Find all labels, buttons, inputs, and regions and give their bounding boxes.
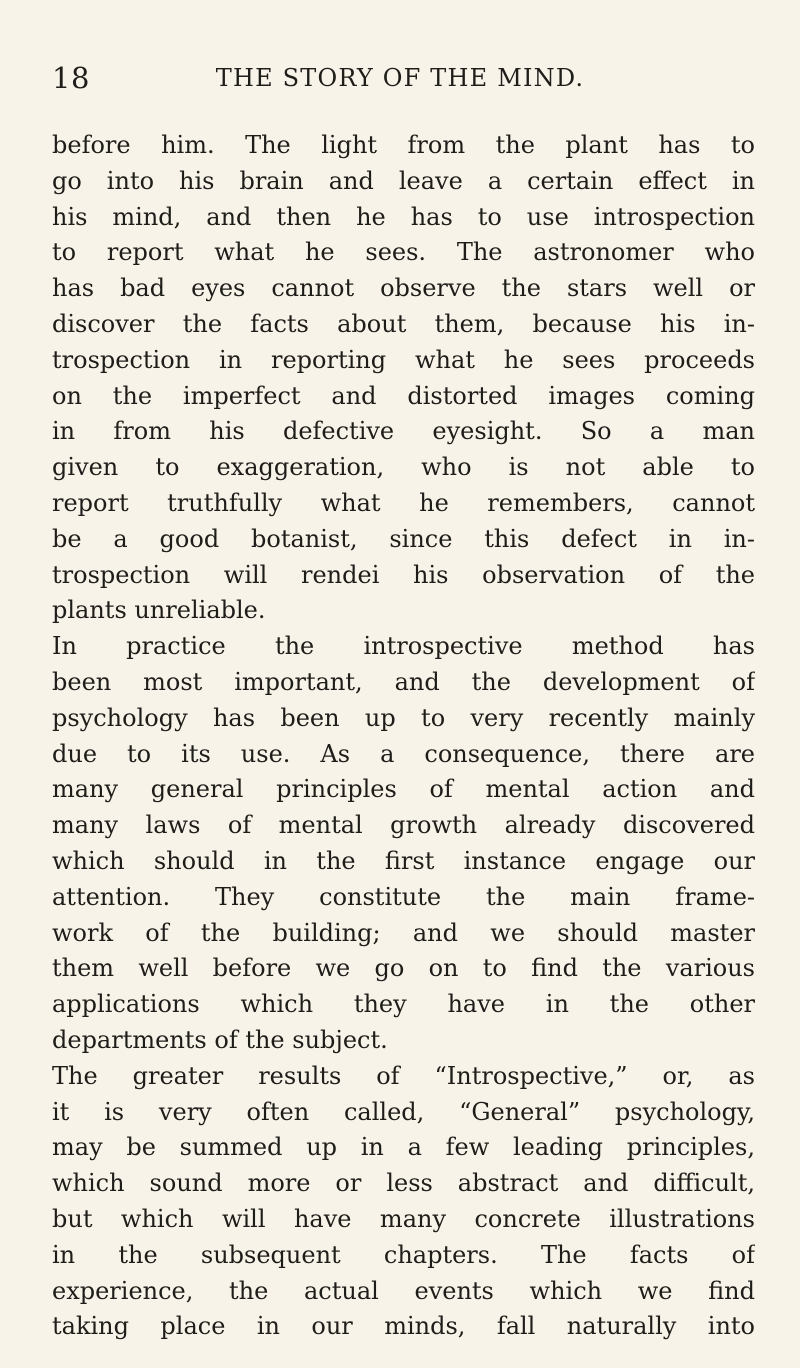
text-line: but which will have many concrete illustrations: [52, 1204, 755, 1233]
text-line: given to exaggeration, who is not able to: [52, 453, 755, 482]
text-line: it is very often called, “General” psychology,: [52, 1097, 755, 1126]
text-line: applications which they have in the other: [52, 990, 755, 1019]
running-head: [52, 58, 748, 98]
text-line: has bad eyes cannot observe the stars well or: [52, 274, 755, 303]
text-line: trospection in reporting what he sees proceeds: [52, 345, 755, 374]
text-line: experience, the actual events which we find: [52, 1276, 755, 1305]
paragraph-start-line: The greater results of “Introspective,” or, as: [52, 1061, 755, 1090]
text-line: his mind, and then he has to use introspection: [52, 202, 755, 231]
page-number: 18: [52, 61, 90, 95]
text-line: may be summed up in a few leading principles,: [52, 1133, 755, 1162]
text-line: them well before we go on to find the various: [52, 954, 755, 983]
text-line: go into his brain and leave a certain effect in: [52, 166, 755, 195]
text-line: which sound more or less abstract and difficult,: [52, 1169, 755, 1198]
paragraph-end-line: plants unreliable.: [52, 596, 266, 625]
text-line: before him. The light from the plant has to: [52, 131, 755, 159]
text-line: discover the facts about them, because his in-: [52, 309, 755, 338]
text-line: taking place in our minds, fall naturally into: [52, 1312, 755, 1341]
text-line: many laws of mental growth already discovered: [52, 811, 755, 840]
text-line: many general principles of mental action and: [52, 775, 755, 804]
text-line: on the imperfect and distorted images coming: [52, 381, 755, 410]
body-text: [52, 128, 755, 1345]
paragraph-end-line: departments of the subject.: [52, 1025, 388, 1054]
text-line: due to its use. As a consequence, there are: [52, 739, 755, 768]
text-line: in from his defective eyesight. So a man: [52, 417, 755, 446]
paragraph-start-line: In practice the introspective method has: [52, 632, 755, 661]
text-line: psychology has been up to very recently mainly: [52, 703, 755, 732]
text-line: in the subsequent chapters. The facts of: [52, 1240, 755, 1269]
text-line: be a good botanist, since this defect in in-: [52, 524, 755, 553]
text-line: which should in the first instance engage our: [52, 846, 755, 875]
running-title: THE STORY OF THE MIND.: [215, 64, 585, 92]
text-line: report truthfully what he remembers, cannot: [52, 488, 755, 517]
text-line: trospection will rendei his observation of the: [52, 560, 755, 589]
text-line: to report what he sees. The astronomer who: [52, 238, 755, 267]
text-line: attention. They constitute the main frame-: [52, 882, 755, 911]
text-line: work of the building; and we should master: [52, 918, 755, 947]
text-line: been most important, and the development of: [52, 667, 755, 696]
